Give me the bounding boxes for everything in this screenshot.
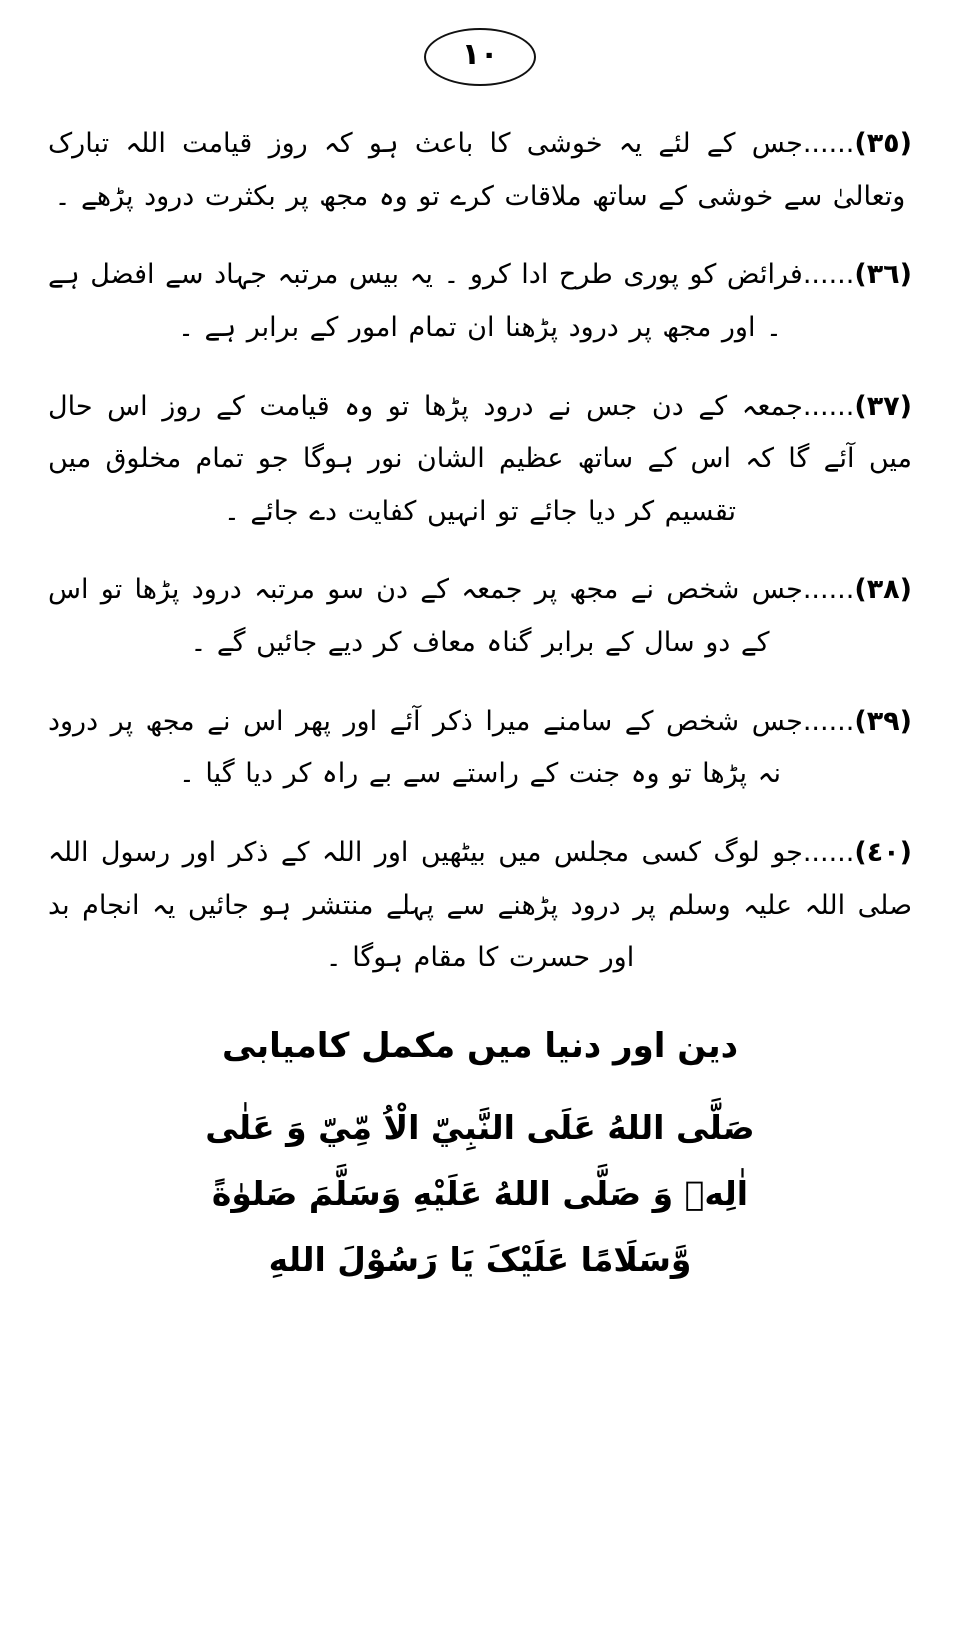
numbered-paragraph [48, 564, 912, 669]
paragraph-text: جس شخص نے مجھ پر جمعہ کے دن سو مرتبہ درود پڑھا تو اس کے دو سال کے برابر گناہ معاف کر دیے جائیں گے ۔ [48, 574, 803, 659]
numbered-paragraph [48, 827, 912, 985]
paragraph-text: جمعہ کے دن جس نے درود پڑھا تو وہ قیامت کے روز اس حال میں آئے گا کہ اس کے ساتھ عظیم الشان نور ہوگا جو تمام مخلوق میں تقسیم کر دیا جائے تو انہیں کفایت دے جائے ۔ [48, 390, 912, 527]
durood-line: وَّسَلَامًا عَلَيْکَ يَا رَسُوْلَ اللهِ [268, 1240, 692, 1280]
paragraph-text: فرائض کو پوری طرح ادا کرو ۔ یہ بیس مرتبہ جہاد سے افضل ہے ۔ اور مجھ پر درود پڑھنا ان تمام امور کے برابر ہے ۔ [48, 259, 803, 343]
paragraph-text: جو لوگ کسی مجلس میں بیٹھیں اور اللہ کے ذکر اور رسول اللہ صلی اللہ علیہ وسلم پر درود پڑھنے سے پہلے منتشر ہو جائیں یہ انجام بد اور حسرت کا مقام ہوگا ۔ [48, 837, 912, 974]
paragraph-dots: ...... [802, 390, 855, 422]
durood-block [48, 1095, 912, 1293]
paragraph-dots: ...... [802, 128, 855, 159]
page-body [48, 118, 912, 1293]
paragraph-number: (٣٩) [854, 705, 912, 737]
paragraph-number: (٣٦) [854, 259, 912, 291]
paragraph-number: (٣٥) [854, 128, 912, 159]
paragraph-number: (٤٠) [854, 837, 912, 869]
numbered-paragraph [48, 696, 912, 801]
section-heading: دین اور دنیا میں مکمل کامیابی [221, 1025, 739, 1066]
paragraph-number: (٣٨) [854, 574, 912, 606]
numbered-paragraph [48, 381, 912, 539]
paragraph-text: جس کے لئے یہ خوشی کا باعث ہو کہ روز قیامت اللہ تبارک وتعالیٰ سے خوشی کے ساتھ ملاقات کرے تو وہ مجھ پر بکثرت درود پڑھے ۔ [48, 128, 906, 212]
paragraph-number: (٣٧) [854, 390, 912, 422]
paragraph-dots: ...... [802, 574, 855, 606]
numbered-paragraph [48, 118, 912, 223]
page-number: ١٠ [461, 37, 499, 72]
paragraph-dots: ...... [802, 259, 855, 291]
paragraph-dots: ...... [802, 837, 855, 869]
paragraph-dots: ...... [802, 705, 855, 737]
durood-line: صَلَّى اللهُ عَلَى النَّبِيّ الْاُ مِّيّ وَ عَلٰى [205, 1108, 755, 1148]
numbered-paragraph [48, 249, 912, 354]
page-number-oval [424, 28, 536, 86]
paragraph-text: جس شخص کے سامنے میرا ذکر آئے اور پھر اس نے مجھ پر درود نہ پڑھا تو وہ جنت کے راستے سے بے راہ کر دیا گیا ۔ [48, 705, 803, 790]
page-number-container [0, 28, 960, 86]
durood-line: اٰلِهٖ وَ صَلَّى اللهُ عَلَيْهِ وَسَلَّمَ صَلوٰةً [211, 1174, 749, 1214]
